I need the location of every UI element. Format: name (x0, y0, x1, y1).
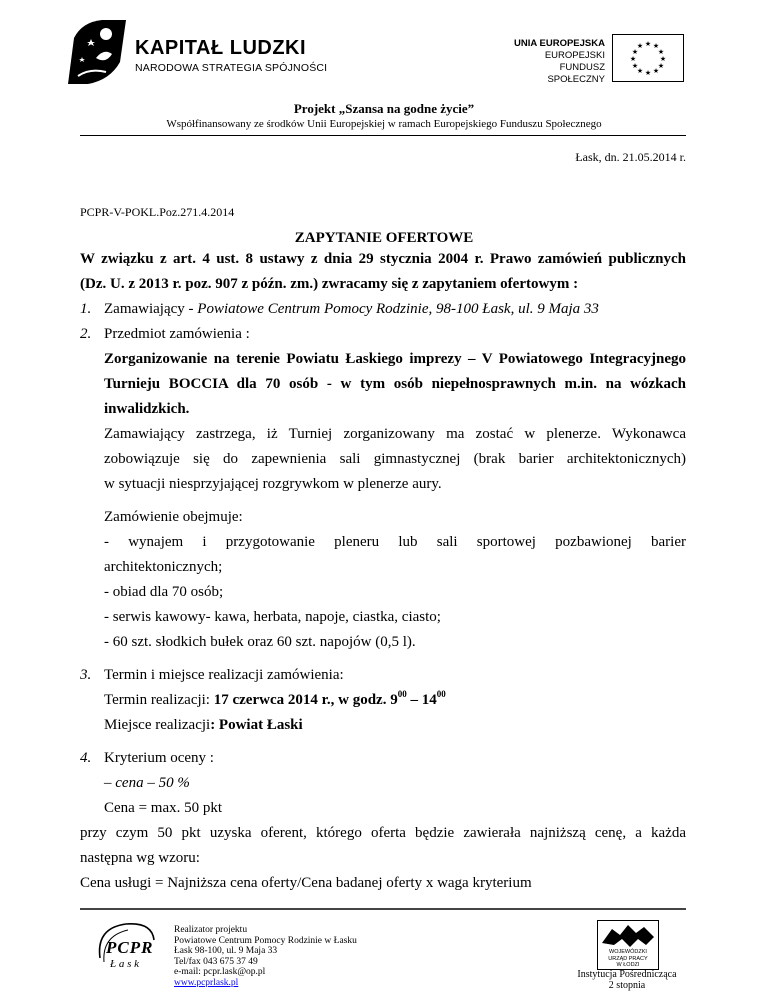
place-date: Łask, dn. 21.05.2014 r. (575, 150, 686, 164)
section-1-label: Zamawiający - (104, 301, 198, 317)
kapital-ludzki-emblem-icon (66, 18, 130, 86)
wup-line-3: W ŁODZI (616, 962, 640, 968)
section-4-label: Kryterium oceny : (104, 750, 214, 766)
footer-divider (80, 908, 686, 910)
term-end-minutes: 00 (436, 689, 446, 699)
place-label: Miejsce realizacji (104, 717, 211, 733)
wup-arrows-icon (598, 921, 658, 949)
term-line (104, 691, 446, 709)
footer-org: Powiatowe Centrum Pomocy Rodzinie w Łasku (174, 935, 357, 946)
svg-text:★: ★ (629, 55, 637, 63)
footer-www[interactable]: www.pcprlask.pl (174, 977, 239, 988)
price-max: Cena = max. 50 pkt (104, 800, 223, 816)
reservation-line-3: w sytuacji niesprzyjającej rozgrywkom w plenerze aury. (104, 476, 442, 492)
eu-line-3: FUNDUSZ SPOŁECZNY (547, 62, 605, 85)
kapital-ludzki-title: KAPITAŁ LUDZKI (135, 37, 307, 59)
reservation-line-1: Zamawiający zastrzega, iż Turniej zorganizowany ma zostać w plenerze. Wykonawca (104, 426, 686, 442)
eu-stars-icon (613, 35, 683, 81)
place-line (104, 716, 303, 734)
kapital-ludzki-subtitle: NARODOWA STRATEGIA SPÓJNOŚCI (135, 62, 328, 74)
footer-email: e-mail: pcpr.lask@op.pl (174, 967, 266, 977)
svg-text:★: ★ (657, 62, 665, 70)
svg-text:★: ★ (636, 67, 644, 75)
subject-line-3: inwalidzkich. (104, 401, 190, 417)
eu-flag (612, 34, 684, 82)
svg-text:★: ★ (652, 42, 660, 50)
intro-line-1: W związku z art. 4 ust. 8 ustawy z dnia 29 stycznia 2004 r. Prawo zamówień publicznych (80, 251, 686, 267)
intro-line-2: (Dz. U. z 2013 r. poz. 907 z późn. zm.) zwracamy się z zapytaniem ofertowym : (80, 276, 579, 292)
inst-line-2: 2 stopnia (608, 980, 646, 991)
criterion-desc-2: następna wg wzoru: (80, 850, 200, 866)
eu-line-1: UNIA EUROPEJSKA (514, 38, 605, 49)
term-label: Termin realizacji: (104, 692, 214, 708)
svg-text:★: ★ (644, 40, 652, 48)
wup-text (598, 949, 658, 969)
price-formula: Cena usługi = Najniższa cena oferty/Cena badanej oferty x waga kryterium (80, 875, 532, 891)
inst-line-1: Instytucja Pośrednicząca (577, 969, 677, 980)
pcpr-logo-text: PCPR (106, 938, 154, 957)
section-3-label: Termin i miejsce realizacji zamówienia: (104, 667, 344, 683)
wup-line-1: WOJEWÓDZKI (609, 949, 647, 955)
svg-text:★: ★ (659, 55, 667, 63)
scope-item-1a: - wynajem i przygotowanie pleneru lub sali sportowej pozbawionej barier (104, 534, 686, 550)
intermediate-institution (562, 969, 692, 991)
criterion-desc-1: przy czym 50 pkt uzyska oferent, którego oferta będzie zawierała najniższą cenę, a każda (80, 825, 686, 841)
wup-logo (597, 920, 659, 970)
section-1-text (104, 300, 599, 318)
scope-item-1b: architektonicznych; (104, 559, 223, 575)
section-1-number: 1. (80, 301, 92, 317)
footer-tel: Tel/fax 043 675 37 49 (174, 956, 258, 967)
term-start-minutes: 00 (397, 689, 407, 699)
section-2-label: Przedmiot zamówienia : (104, 326, 250, 342)
svg-text:★: ★ (644, 69, 652, 77)
section-2-number: 2. (80, 326, 92, 342)
term-value: 17 czerwca 2014 r., w godz. 9 (213, 692, 398, 708)
project-subtitle: Współfinansowany ze środków Unii Europejskiej w ramach Europejskiego Funduszu Społecznego (166, 118, 602, 130)
svg-text:★: ★ (657, 48, 665, 56)
project-title: Projekt „Szansa na godne życie” (293, 101, 475, 116)
criterion-price: – cena – 50 % (104, 775, 190, 791)
eu-line-2: EUROPEJSKI (544, 50, 605, 61)
reservation-line-2: zobowiązuje się do zapewnienia sali gimnastycznej (brak barier architektonicznych) (104, 451, 686, 467)
footer-contact (174, 925, 357, 988)
place-value: : Powiat Łaski (210, 717, 303, 733)
scope-item-3: - serwis kawowy- kawa, herbata, napoje, ciastka, ciasto; (104, 609, 441, 625)
header-divider (80, 135, 686, 136)
section-3-number: 3. (80, 667, 92, 683)
scope-item-4: - 60 szt. słodkich bułek oraz 60 szt. napojów (0,5 l). (104, 634, 416, 650)
term-end: – 14 (406, 692, 437, 708)
pcpr-logo (92, 918, 158, 976)
svg-text:★: ★ (631, 48, 639, 56)
document-heading: ZAPYTANIE OFERTOWE (294, 230, 474, 246)
svg-text:★: ★ (636, 42, 644, 50)
eu-logo-text (500, 38, 605, 86)
section-4-number: 4. (80, 750, 92, 766)
footer-address: Łask 98-100, ul. 9 Maja 33 (174, 946, 278, 956)
subject-line-1: Zorganizowanie na terenie Powiatu Łaskiego imprezy – V Powiatowego Integracyjnego (104, 351, 686, 367)
svg-text:★: ★ (631, 62, 639, 70)
wup-line-2: URZĄD PRACY (608, 955, 648, 962)
subject-line-2: Turnieju BOCCIA dla 70 osób - w tym osób niepełnosprawnych m.in. na wózkach (104, 376, 686, 392)
section-1-value: Powiatowe Centrum Pomocy Rodzinie, 98-100 Łask, ul. 9 Maja 33 (197, 301, 599, 317)
scope-item-2: - obiad dla 70 osób; (104, 584, 224, 600)
reference-number: PCPR-V-POKL.Poz.271.4.2014 (80, 205, 235, 219)
svg-text:★: ★ (652, 67, 660, 75)
kapital-ludzki-logo (66, 18, 130, 86)
pcpr-logo-sub: Ł a s k (110, 958, 140, 970)
footer-realizator: Realizator projektu (174, 925, 248, 935)
scope-label: Zamówienie obejmuje: (104, 509, 243, 525)
